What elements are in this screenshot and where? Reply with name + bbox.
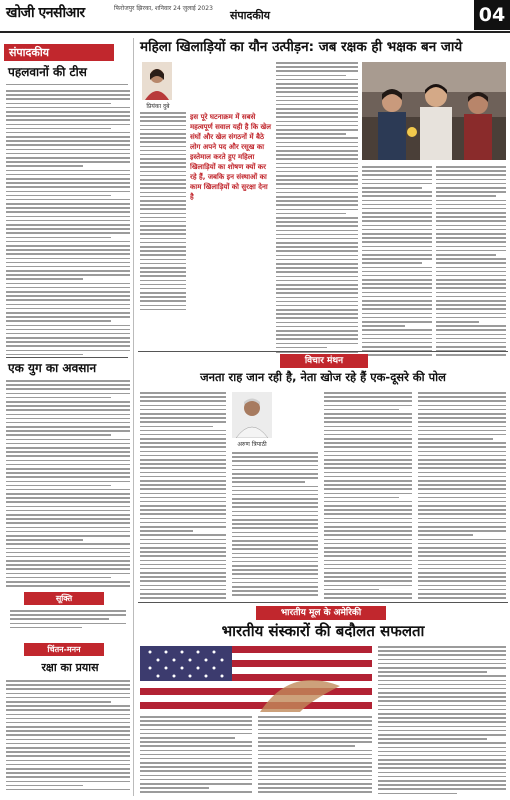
middle-author-photo xyxy=(232,392,272,438)
left-column-rule xyxy=(133,38,134,796)
bottom-body-col3 xyxy=(378,646,506,797)
masthead xyxy=(0,0,510,33)
sukti-body xyxy=(10,610,126,631)
middle-author-portrait-icon xyxy=(232,392,272,438)
middle-body-col1 xyxy=(140,392,226,601)
sukti-label: सूक्ति xyxy=(24,592,104,605)
bottom-body-col1 xyxy=(140,716,252,796)
editorial-divider xyxy=(6,84,128,85)
middle-body-col3 xyxy=(324,392,412,601)
us-flag-image xyxy=(140,646,372,712)
page-number: 04 xyxy=(474,0,510,30)
author-portrait-icon xyxy=(142,62,172,100)
middle-kicker: विचार मंथन xyxy=(280,354,368,368)
bottom-body-col2 xyxy=(258,716,372,796)
middle-body-col2 xyxy=(232,452,318,599)
middle-body-col4 xyxy=(418,392,506,601)
top-story-body-col3 xyxy=(362,166,432,359)
newspaper-logo: खोजी एनसीआर xyxy=(6,5,85,21)
middle-author-name: अरुण त्रिपाठी xyxy=(237,441,267,448)
author-photo xyxy=(142,62,172,100)
top-story-body-col4 xyxy=(436,166,506,359)
top-story-body-col2 xyxy=(276,62,358,355)
wrestlers-protest-image xyxy=(362,62,506,160)
chintan-label: चिंतन-मनन xyxy=(24,643,104,656)
column-divider-1 xyxy=(6,357,128,358)
flag-photo xyxy=(140,646,372,712)
date-line: फिरोजपुर झिरका, शनिवार 24 जुलाई 2023 xyxy=(114,5,213,12)
bottom-kicker: भारतीय मूल के अमेरिकी xyxy=(256,606,386,620)
chintan-body xyxy=(6,680,130,793)
top-story-body-col1 xyxy=(140,112,186,313)
column2-body xyxy=(6,380,130,589)
bottom-headline: भारतीय संस्कारों की बदौलत सफलता xyxy=(221,622,425,640)
section-name: संपादकीय xyxy=(230,9,271,22)
editorial-title: पहलवानों की टीस xyxy=(8,65,87,79)
middle-story-bottom-rule xyxy=(138,602,508,603)
top-story-headline: महिला खिलाड़ियों का यौन उत्पीड़न: जब रक्षक ही भक्षक बन जाये xyxy=(140,39,463,55)
top-story-bottom-rule xyxy=(138,351,508,352)
middle-headline: जनता राह जान रही है, नेता खोज रहे हैं एक-दूसरे की पोल xyxy=(200,370,446,384)
wrestlers-photo xyxy=(362,62,506,160)
column2-title: एक युग का अवसान xyxy=(8,361,97,375)
editorial-body xyxy=(6,90,130,358)
editorial-section-label: संपादकीय xyxy=(4,44,114,61)
chintan-title: रक्षा का प्रयास xyxy=(41,661,99,674)
author-name: प्रियंका दुबे xyxy=(146,103,170,110)
pull-quote: इस पूरे घटनाक्रम में सबसे महत्वपूर्ण सवाल यही है कि खेल संघों और खेल संगठनों में बैठे लोग अपने पद और रसूख का इस्तेमाल करते हुए महिला खिलाड़ियों का शोषण क्यों कर रहे हैं, जबकि इन संस्थाओं का काम खिलाड़ियों को सुरक्षा देना है xyxy=(190,113,272,201)
